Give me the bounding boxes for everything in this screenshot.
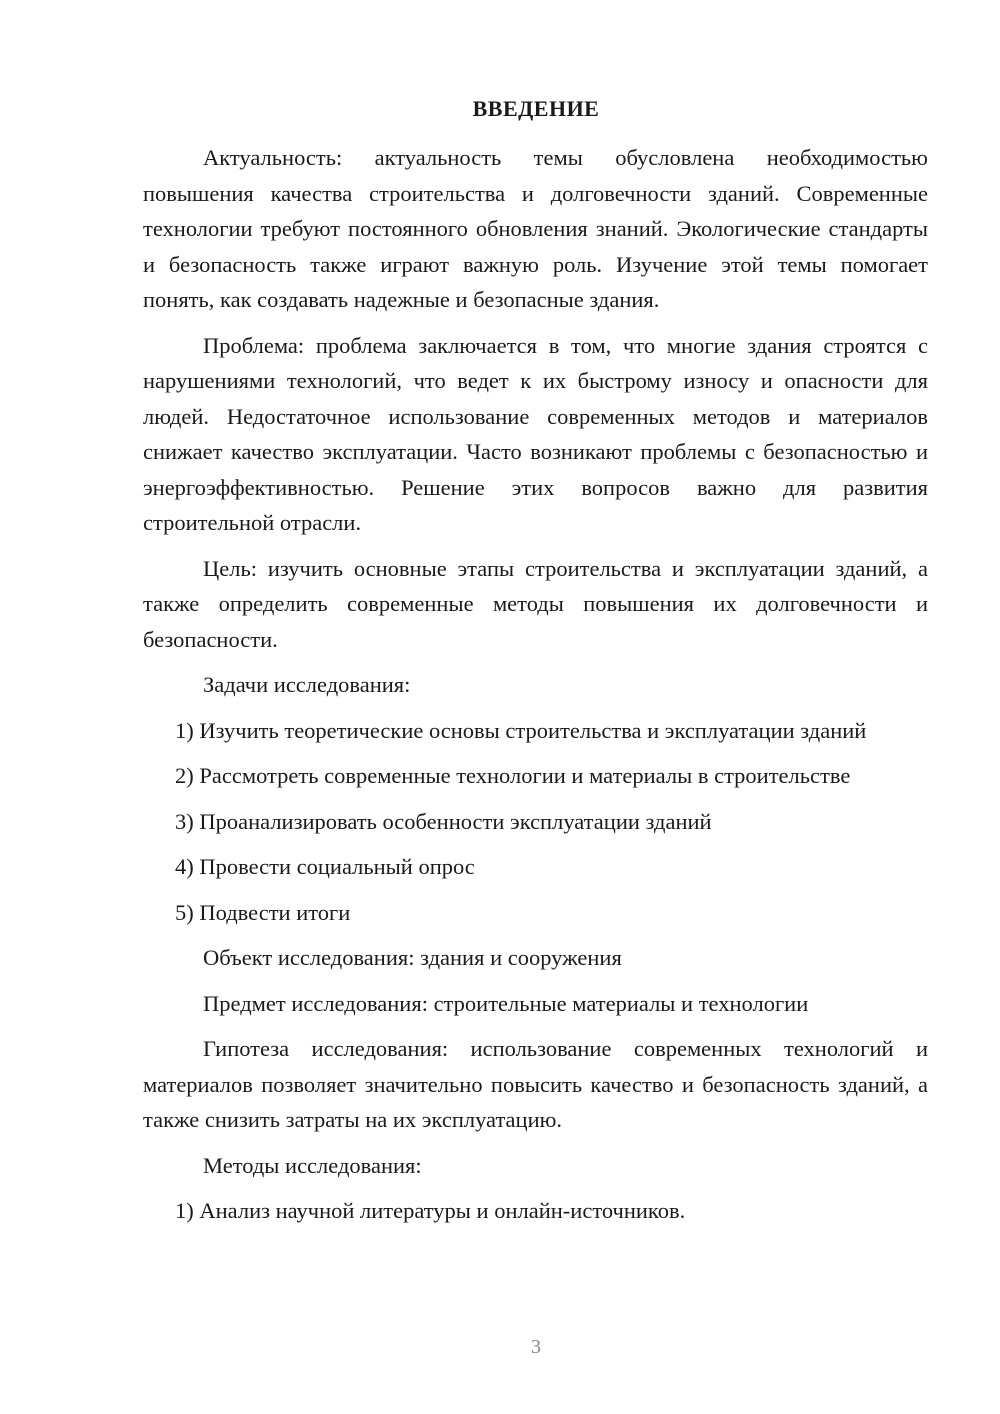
page-title: ВВЕДЕНИЕ [472, 96, 600, 121]
task-item: 1) Изучить теоретические основы строительства и эксплуатации зданий [175, 717, 867, 743]
research-object: Объект исследования: здания и сооружения [203, 945, 622, 970]
task-item: 5) Подвести итоги [175, 899, 351, 925]
research-subject: Предмет исследования: строительные материалы и технологии [203, 990, 809, 1016]
research-hypothesis: Гипотеза исследования: использование современных технологий и материалов позволяет значительно повысить качество и безопасность зданий, а также снизить затраты на их эксплуатацию. [143, 1036, 928, 1132]
task-item: 2) Рассмотреть современные технологии и материалы в строительстве [175, 763, 851, 788]
page-number: 3 [531, 1336, 541, 1358]
method-item: 1) Анализ научной литературы и онлайн-источников. [175, 1198, 686, 1223]
task-item: 4) Провести социальный опрос [175, 854, 475, 879]
problem-paragraph: Проблема: проблема заключается в том, что многие здания строятся с нарушениями технологий, что ведет к их быстрому износу и опасности для людей. Недостаточное использование современных методов и материалов снижает качество эксплуатации. Часто возникают проблемы с безопасностью и энергоэффективностью. Решение этих вопросов важно для развития строительной отрасли. [143, 332, 928, 535]
relevance-paragraph: Актуальность: актуальность темы обусловлена необходимостью повышения качества строительства и долговечности зданий. Современные технологии требуют постоянного обновления знаний. Экологические стандарты и безопасность также играют важную роль. Изучение этой темы помогает понять, как создавать надежные и безопасные здания. [143, 145, 928, 312]
tasks-heading: Задачи исследования: [203, 672, 411, 697]
goal-paragraph: Цель: изучить основные этапы строительства и эксплуатации зданий, а также определить современные методы повышения их долговечности и безопасности. [143, 555, 928, 652]
document-body [143, 140, 928, 1239]
task-item: 3) Проанализировать особенности эксплуатации зданий [175, 808, 712, 834]
methods-heading: Методы исследования: [203, 1152, 422, 1178]
